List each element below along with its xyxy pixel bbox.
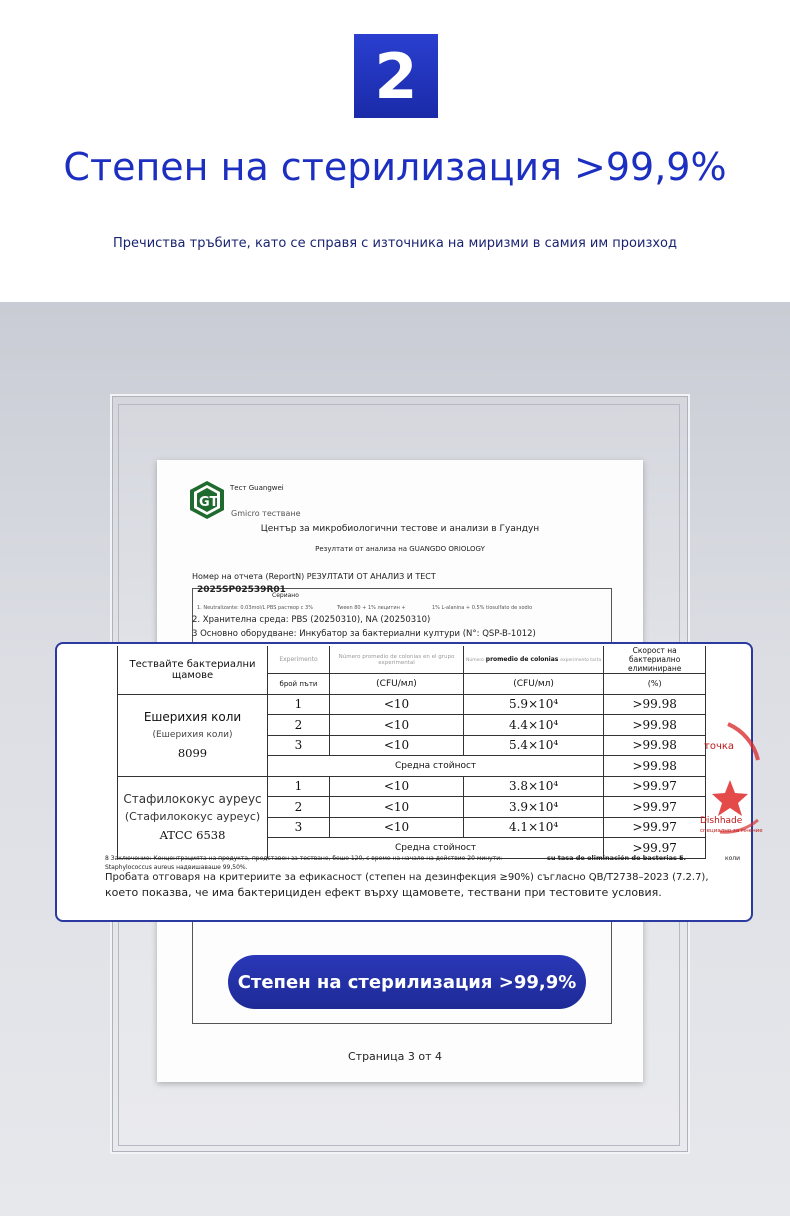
- table-cell: <10: [330, 797, 464, 818]
- conclusion-line-1c: коли: [725, 855, 741, 862]
- page-subtitle: Пречиства тръбите, като се справя с източника на миризми в самия им произход: [113, 236, 677, 251]
- svg-text:GT: GT: [199, 495, 219, 510]
- table-cell: 2: [268, 715, 330, 736]
- report-number: 2025SP02539R01: [197, 585, 286, 595]
- table-cell: 1: [268, 694, 330, 715]
- header-count: брой пъти: [268, 674, 330, 695]
- table-cell: 3.8×10⁴: [464, 776, 604, 797]
- table-cell: 2: [268, 797, 330, 818]
- table-cell: >99.97: [604, 797, 706, 818]
- table-cell: >99.98: [604, 694, 706, 715]
- header-rate: Скорост на бактериално елиминиране: [604, 646, 706, 674]
- header-rate-unit: (%): [604, 674, 706, 695]
- table-cell: >99.98: [604, 756, 706, 777]
- page-number: Страница 3 от 4: [347, 1050, 442, 1063]
- medium-line: 2. Хранителна среда: PBS (20250310), NA (20250310): [192, 615, 431, 625]
- header-control-unit: (CFU/мл): [330, 674, 464, 695]
- table-cell: >99.97: [604, 817, 706, 838]
- strain-staph-code: ATCC 6538: [159, 828, 226, 842]
- header: [0, 0, 790, 302]
- stamp-top-text: точка: [704, 741, 735, 752]
- table-cell: <10: [330, 694, 464, 715]
- table-cell: 5.4×10⁴: [464, 735, 604, 756]
- strain-staph: [118, 776, 268, 858]
- gt-logo-icon: [187, 480, 227, 520]
- table-cell: 5.9×10⁴: [464, 694, 604, 715]
- sterilization-badge: Степен на стерилизация >99,9%: [228, 955, 586, 1009]
- brand-name: Тест Guangwei: [230, 484, 284, 492]
- table-cell: >99.98: [604, 715, 706, 736]
- center-name: Център за микробиологични тестове и анализи в Гуандун: [260, 524, 540, 534]
- equipment-line: 3 Основно оборудване: Инкубатор за бактериални култури (N°: QSP-B-1012): [192, 629, 536, 639]
- conclusion-line-4: което показва, че има бактерициден ефект върху щамовете, тествани при тестовите условия.: [105, 886, 662, 899]
- table-cell: <10: [330, 817, 464, 838]
- table-cell: <10: [330, 715, 464, 736]
- strain-staph-name: Стафилококус ауреус: [123, 792, 262, 806]
- conclusion-line-1b: su tasa de eliminación de bacterias E.: [547, 854, 687, 862]
- table-cell: >99.98: [604, 735, 706, 756]
- neutralizer-b: Tween 80 + 1% лецитин +: [337, 605, 406, 611]
- neutralizer-a: 1. Neutralizante: 0.03mol/L PBS раствор с 3%: [197, 605, 313, 611]
- table-cell: <10: [330, 776, 464, 797]
- table-cell: 4.4×10⁴: [464, 715, 604, 736]
- header-control: Número promedio de colonias en el grupo experimental: [330, 646, 464, 674]
- report-line: Номер на отчета (ReportN) РЕЗУЛТАТИ ОТ АНАЛИЗ И ТЕСТ: [192, 572, 436, 581]
- step-number-badge: 2: [354, 34, 438, 118]
- table-cell: 3: [268, 817, 330, 838]
- results-table: [117, 646, 706, 859]
- table-cell: >99.97: [604, 776, 706, 797]
- strain-ecoli-latin: (Ешерихия коли): [152, 730, 233, 740]
- header-test-suffix: experimento tarta: [560, 658, 602, 663]
- conclusion-line-3: Пробата отговаря на критериите за ефикасност (степен на дезинфекция ≥90%) съгласно QB/T2738–2023 (7.2.7),: [105, 872, 709, 883]
- serial-label: Сериано: [272, 592, 299, 599]
- strain-staph-latin: (Стафилококус ауреус): [124, 810, 261, 823]
- table-cell: <10: [330, 735, 464, 756]
- results-line: Резултати от анализа на GUANGDO ORIOLOGY: [315, 545, 485, 553]
- header-test-prefix: Número: [466, 658, 484, 663]
- stamp-bottom-text: специално за мнение: [700, 828, 763, 834]
- strain-ecoli: [118, 694, 268, 776]
- table-cell: 4.1×10⁴: [464, 817, 604, 838]
- average-label: Средна стойност: [268, 838, 604, 859]
- conclusion-line-2: Staphylococcus aureus надвишаваше 99,50%.: [105, 864, 248, 871]
- brand-sub: Gmicro тестване: [231, 509, 301, 518]
- header-strains: Тествайте бактериални щамове: [118, 646, 268, 694]
- header-test: [464, 646, 604, 674]
- header-test-title: promedio de colonias: [485, 656, 559, 663]
- neutralizer-c: 1% L-alanina + 0.5% tiosulfato de sodio: [432, 605, 533, 611]
- strain-ecoli-code: 8099: [177, 746, 208, 760]
- header-experiment: Experimento: [268, 646, 330, 674]
- table-cell: 1: [268, 776, 330, 797]
- strain-ecoli-name: Ешерихия коли: [143, 710, 242, 724]
- stamp-middle-text: Dishhade: [700, 816, 743, 826]
- average-label: Средна стойност: [268, 756, 604, 777]
- header-test-unit: (CFU/мл): [464, 674, 604, 695]
- page-title: Степен на стерилизация >99,9%: [63, 145, 727, 189]
- conclusion-line-1a: 8 Заключение: Концентрацията на продукта, представен за тестване, беше 120, с време на начало на действие 20 минути:: [105, 855, 503, 862]
- results-zoom-panel: [55, 642, 753, 922]
- table-cell: 3: [268, 735, 330, 756]
- table-cell: >99.97: [604, 838, 706, 859]
- table-cell: 3.9×10⁴: [464, 797, 604, 818]
